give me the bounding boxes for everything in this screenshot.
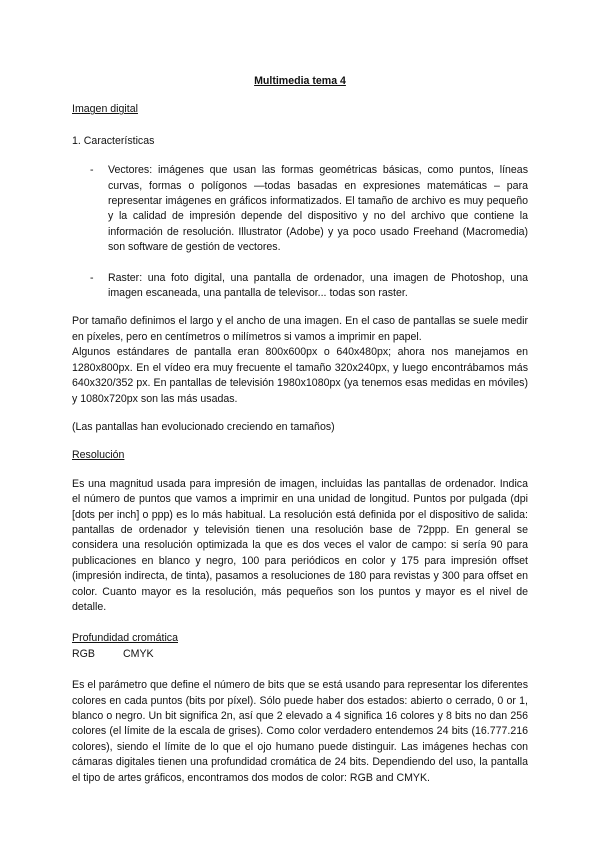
paragraph-profundidad: Es el parámetro que define el número de bits que se está usando para representar los diferentes colores en cada puntos (bits por píxel). Sólo puede haber dos estados: abierto o cerrado, 0 or 1, blanco o negro. Un bit significa 2n, así que 2 elevado a 4 significa 16 colores y 8 bits no dan 256 colores (el límite de la escala de grises). Como color verdadero entendemos 24 bits (16.777.216 colores), siendo el límite de lo que el ojo humano puede distinguir. Las imágenes hechas con cámaras digitales tienen una profundidad cromática de 24 bits. Dependiendo del uso, la pantalla el tipo de artes gráficos, encontramos dos modos de color: RGB and CMYK.: [72, 679, 528, 784]
bullet-dash: -: [90, 271, 94, 284]
bullet-text-raster: Raster: una foto digital, una pantalla de ordenador, una imagen de Photoshop, una imagen escaneada, una pantalla de televisor... todas son raster.: [108, 271, 528, 300]
heading-profundidad: Profundidad cromática: [72, 632, 178, 645]
document-title: Multimedia tema 4: [254, 75, 346, 87]
bullet-text-vectores: Vectores: imágenes que usan las formas geométricas básicas, como puntos, líneas curvas, formas o polígonos —todas basadas en expresiones matemáticas – para representar imágenes en gráficos informatizados. El tamaño de archivo es muy pequeño y la calidad de impresión depende del dispositivo y no del archivo que contiene la información de resolución. Illustrator (Adobe) y ya poco usado Freehand (Macromedia) son software de gestión de vectores.: [108, 164, 528, 254]
bullet-item-raster: [72, 271, 528, 302]
paragraph-nota: (Las pantallas han evolucionado creciendo en tamaños): [72, 420, 335, 433]
color-model-cmyk: CMYK: [122, 647, 154, 660]
paragraph-tamano: Por tamaño definimos el largo y el ancho de una imagen. En el caso de pantallas se suele medir en píxeles, pero en centímetros o milímetros si vamos a imprimir en papel.: [72, 315, 528, 343]
bullet-list: [72, 163, 528, 301]
heading-caracteristicas: 1. Características: [72, 134, 155, 147]
color-models: [72, 647, 528, 662]
bullet-dash: -: [90, 164, 94, 177]
bullet-item-vectores: [72, 163, 528, 255]
heading-resolucion: Resolución: [72, 449, 125, 462]
heading-imagen-digital: Imagen digital: [72, 103, 138, 116]
document-body: [72, 74, 528, 786]
paragraph-resolucion: Es una magnitud usada para impresión de imagen, incluidas las pantallas de ordenador. Indica el número de puntos que vamos a imprimir en una unidad de longitud. Puntos por pulgada (dpi [dots per inch] o ppp) es lo más habitual. La resolución está definida por el dispositivo de salida: pantallas de ordenador y televisión tienen una resolución base de 72ppp. En general se considera una resolución optimizada la que es dos veces el valor de campo: si sería 90 para publicaciones en blanco y negro, 100 para periódicos en color y 175 para impresión offset (impresión indirecta, de tinta), pasamos a resoluciones de 180 para revistas y 300 para offset en color. Cuanto mayor es la resolución, más pequeños son los puntos y mayor es el nivel de detalle.: [72, 477, 528, 613]
color-model-rgb: RGB: [72, 647, 95, 660]
paragraph-estandares: Algunos estándares de pantalla eran 800x600px o 640x480px; ahora nos manejamos en 1280x800px. En el vídeo era muy frecuente el tamaño 320x240px, y luego encontrábamos más 640x320/352 px. En pantallas de televisión 1980x1080px (ya tenemos esas medidas en móviles) y 1080x720px son las más usadas.: [72, 346, 528, 405]
